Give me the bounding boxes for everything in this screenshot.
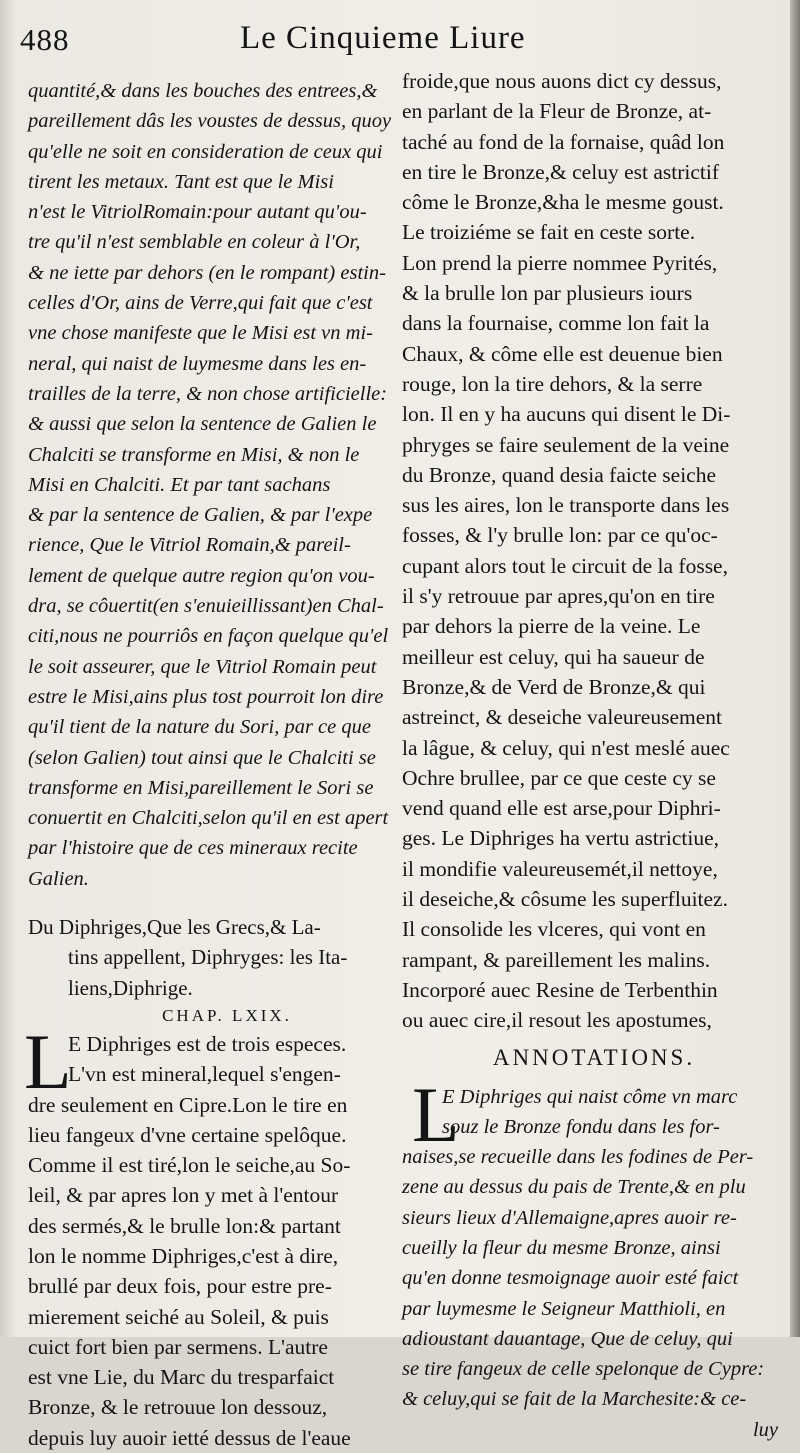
text-line: conuertit en Chalciti,selon qu'il en est apert	[28, 807, 389, 830]
text-line: cupant alors tout le circuit de la fosse,	[402, 553, 728, 578]
paragraph-gap	[28, 894, 396, 912]
book-title: Le Cinquieme Liure	[240, 20, 526, 56]
text-line: leil, & par apres lon y met à l'entour	[28, 1183, 339, 1208]
text-line: Chalciti se transforme en Misi, & non le	[28, 443, 360, 466]
text-line: tre qu'il n'est semblable en coleur à l'Or,	[28, 231, 361, 254]
text-line: tirent les metaux. Tant est que le Misi	[28, 170, 334, 193]
text-line: taché au fond de la fornaise, quâd lon	[402, 129, 725, 154]
text-line: lieu fangeux d'vne certaine spelôque.	[28, 1122, 347, 1147]
text-line: lement de quelque autre region qu'on vou-	[28, 564, 375, 587]
text-line: ou auec cire,il resout les apostumes,	[402, 1008, 712, 1033]
text-line: Bronze, & le retrouue lon dessouz,	[28, 1395, 328, 1420]
text-line: par luymesme le Seigneur Matthioli, en	[402, 1297, 726, 1320]
text-line: vend quand elle est arse,pour Diphri-	[402, 796, 721, 821]
text-line: lon le nomme Diphriges,c'est à dire,	[28, 1243, 339, 1268]
text-line: zene au dessus du pais de Trente,& en plu	[402, 1176, 746, 1199]
text-line: il mondifie valeureusemét,il nettoye,	[402, 856, 718, 881]
running-head	[20, 14, 790, 72]
right-body-paragraph	[402, 66, 786, 1036]
text-line: Galien.	[28, 867, 89, 890]
text-line: Chaux, & côme elle est deuenue bien	[402, 341, 723, 366]
annotations-body	[402, 1070, 786, 1446]
text-line: la lâgue, & celuy, qui n'est meslé auec	[402, 735, 730, 760]
text-line: (selon Galien) tout ainsi que le Chalciti se	[28, 746, 376, 769]
text-line: estre le Misi,ains plus tost pourroit lon dire	[28, 685, 384, 708]
text-line: dre seulement en Cipre.Lon le tire en	[28, 1092, 348, 1117]
chapter-title	[28, 912, 396, 1003]
annotations-heading: ANNOTATIONS.	[492, 1044, 696, 1070]
text-line: Lon prend la pierre nommee Pyrités,	[402, 250, 718, 275]
text-line: sieurs lieux d'Allemaigne,apres auoir re-	[402, 1206, 737, 1229]
text-line: neral, qui naist de luymesme dans les en-	[28, 352, 367, 375]
text-line: des sermés,& le brulle lon:& partant	[28, 1213, 341, 1238]
chapter-title-line: Du Diphriges,Que les Grecs,& La-	[28, 915, 321, 940]
text-line: Misi en Chalciti. Et par tant sachans	[28, 473, 331, 496]
text-line: & celuy,qui se fait de la Marchesite:& ce-	[402, 1388, 747, 1411]
text-line: en tire le Bronze,& celuy est astrictif	[402, 159, 719, 184]
text-line: Comme il est tiré,lon le seiche,au So-	[28, 1153, 351, 1178]
text-line: Bronze,& de Verd de Bronze,& qui	[402, 674, 706, 699]
text-line: dra, se côuertit(en s'enuieillissant)en Chal-	[28, 595, 384, 618]
text-line: ges. Le Diphriges ha vertu astrictiue,	[402, 826, 720, 851]
text-line: côme le Bronze,&ha le mesme goust.	[402, 190, 724, 215]
text-line: sus les aires, lon le transporte dans les	[402, 493, 730, 518]
text-line: & aussi que selon la sentence de Galien le	[28, 413, 377, 436]
text-line: Le troiziéme se fait en ceste sorte.	[402, 220, 696, 245]
text-line: il s'y retrouue par apres,qu'on en tire	[402, 584, 715, 609]
text-line: rouge, lon la tire dehors, & la serre	[402, 371, 703, 396]
page-edge-shadow	[790, 0, 800, 1337]
text-line: quantité,& dans les bouches des entrees,&	[28, 80, 378, 102]
text-line: par dehors la pierre de la veine. Le	[402, 614, 701, 639]
text-line: depuis luy auoir ietté dessus de l'eaue	[28, 1425, 351, 1450]
text-line: phryges se faire seulement de la veine	[402, 432, 730, 457]
chapter-title-line: tins appellent, Diphryges: les Ita-	[68, 945, 348, 970]
text-line: fosses, & l'y brulle lon: par ce qu'oc-	[402, 523, 718, 548]
text-line: cuict fort bien par sermens. L'autre	[28, 1334, 328, 1359]
text-line: pareillement dâs les voustes de dessus, quoy	[28, 110, 392, 133]
text-line: luy	[752, 1418, 778, 1441]
text-line: meilleur est celuy, qui ha saueur de	[402, 644, 705, 669]
chapter-title-line: liens,Diphrige.	[68, 975, 193, 1000]
text-line: citi,nous ne pourriôs en façon quelque qu'el	[28, 625, 389, 648]
text-line: lon. Il en y ha aucuns qui disent le Di-	[402, 402, 731, 427]
drop-cap: L	[24, 1017, 72, 1105]
text-line: E Diphriges est de trois especes.	[68, 1031, 347, 1056]
right-column	[402, 66, 786, 1445]
text-line: celles d'Or, ains de Verre,qui fait que c'est	[28, 292, 373, 315]
text-line: vne chose manifeste que le Misi est vn mi-	[28, 322, 373, 345]
text-line: naises,se recueille dans les fodines de Per-	[402, 1146, 754, 1169]
text-line: rampant, & pareillement les malins.	[402, 947, 711, 972]
drop-cap: L	[412, 1070, 460, 1158]
text-line: souz le Bronze fondu dans les for-	[442, 1115, 720, 1138]
text-line: & par la sentence de Galien, & par l'expe	[28, 504, 373, 527]
text-line: mierement seiché au Soleil, & puis	[28, 1304, 329, 1329]
text-line: & ne iette par dehors (en le rompant) estin-	[28, 261, 386, 284]
text-line: est vne Lie, du Marc du tresparfaict	[28, 1365, 335, 1390]
text-line: brullé par deux fois, pour estre pre-	[28, 1274, 332, 1299]
text-line: Ochre brullee, par ce que ceste cy se	[402, 765, 716, 790]
text-line: qu'il tient de la nature du Sori, par ce que	[28, 716, 371, 739]
text-line: L'vn est mineral,lequel s'engen-	[68, 1062, 341, 1087]
text-line: se tire fangeux de celle spelonque de Cypre:	[402, 1358, 765, 1381]
text-line: le soit asseurer, que le Vitriol Romain peut	[28, 655, 377, 678]
text-line: en parlant de la Fleur de Bronze, at-	[402, 99, 712, 124]
text-line: astreinct, & deseiche valeureusement	[402, 705, 722, 730]
text-line: qu'en donne tesmoignage auoir esté faict	[402, 1267, 739, 1290]
text-line: n'est le VitriolRomain:pour autant qu'ou-	[28, 201, 367, 224]
text-line: & la brulle lon par plusieurs iours	[402, 281, 693, 306]
text-line: trailles de la terre, & non chose artificielle:	[28, 382, 388, 405]
text-line: rience, Que le Vitriol Romain,& pareil-	[28, 534, 351, 557]
text-line: par l'histoire que de ces mineraux recite	[28, 837, 358, 860]
chapter-number: CHAP. LXIX.	[162, 1005, 292, 1025]
text-line: du Bronze, quand desia faicte seiche	[402, 462, 717, 487]
chapter-body	[24, 1017, 396, 1453]
page-number: 488	[20, 22, 70, 57]
text-line: transforme en Misi,pareillement le Sori se	[28, 776, 374, 799]
text-line: il deseiche,& côsume les superfluitez.	[402, 887, 728, 912]
text-line: adioustant dauantage, Que de celuy, qui	[402, 1327, 733, 1350]
text-line: dans la fournaise, comme lon fait la	[402, 311, 710, 336]
left-column	[24, 76, 396, 1453]
left-italic-paragraph	[28, 76, 396, 894]
text-line: Incorporé auec Resine de Terbenthin	[402, 977, 718, 1002]
text-line: qu'elle ne soit en consideration de ceux qui	[28, 140, 383, 163]
text-line: E Diphriges qui naist côme vn marc	[442, 1085, 738, 1108]
text-line: cueilly la fleur du mesme Bronze, ainsi	[402, 1236, 721, 1259]
text-line: Il consolide les vlceres, qui vont en	[402, 917, 706, 942]
text-line: froide,que nous auons dict cy dessus,	[402, 69, 722, 93]
